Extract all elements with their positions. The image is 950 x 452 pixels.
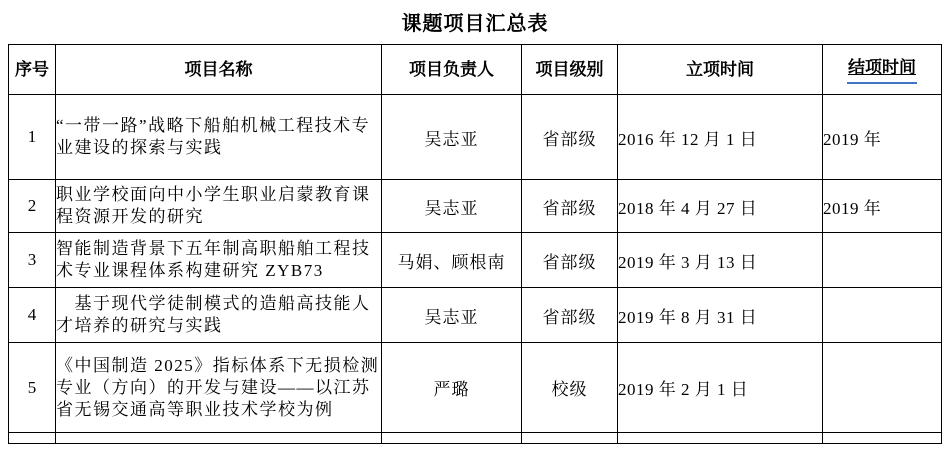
cell-end-date: 2019 年: [823, 95, 942, 180]
page-title: 课题项目汇总表: [401, 13, 549, 35]
header-project-level: 项目级别: [522, 45, 618, 95]
table-row: [9, 233, 942, 288]
cell-start-date: 2018 年 4 月 27 日: [618, 180, 823, 233]
table-row: [9, 95, 942, 180]
cell-empty: [382, 433, 522, 444]
cell-project-leader: 吴志亚: [382, 180, 522, 233]
cell-empty: [56, 433, 382, 444]
cell-project-leader: 马娟、顾根南: [382, 233, 522, 288]
cell-project-leader: 吴志亚: [382, 288, 522, 343]
cell-end-date: [823, 343, 942, 433]
table-row-partial: [9, 433, 942, 444]
cell-project-name: 《中国制造 2025》指标体系下无损检测专业（方向）的开发与建设——以江苏省无锡交通高等职业技术学校为例: [56, 343, 382, 433]
header-end-date: [823, 45, 942, 95]
cell-empty: [9, 433, 56, 444]
cell-project-name: 职业学校面向中小学生职业启蒙教育课程资源开发的研究: [56, 180, 382, 233]
header-project-name: 项目名称: [56, 45, 382, 95]
cell-serial-number: 4: [9, 288, 56, 343]
cell-empty: [618, 433, 823, 444]
table-row: [9, 180, 942, 233]
project-summary-table: [8, 44, 942, 444]
header-serial-number: 序号: [9, 45, 56, 95]
cell-start-date: 2019 年 8 月 31 日: [618, 288, 823, 343]
cell-serial-number: 3: [9, 233, 56, 288]
header-project-leader: 项目负责人: [382, 45, 522, 95]
cell-project-level: 省部级: [522, 288, 618, 343]
cell-end-date: [823, 233, 942, 288]
table-header-row: [9, 45, 942, 95]
cell-serial-number: 1: [9, 95, 56, 180]
cell-empty: [522, 433, 618, 444]
cell-project-level: 省部级: [522, 180, 618, 233]
cell-project-name: “一带一路”战略下船舶机械工程技术专业建设的探索与实践: [56, 95, 382, 180]
cell-project-leader: 严璐: [382, 343, 522, 433]
cell-end-date: 2019 年: [823, 180, 942, 233]
cell-project-name: 基于现代学徒制模式的造船高技能人才培养的研究与实践: [56, 288, 382, 343]
cell-project-name: 智能制造背景下五年制高职船舶工程技术专业课程体系构建研究 ZYB73: [56, 233, 382, 288]
cell-start-date: 2016 年 12 月 1 日: [618, 95, 823, 180]
header-start-date: 立项时间: [618, 45, 823, 95]
cell-start-date: 2019 年 3 月 13 日: [618, 233, 823, 288]
cell-empty: [823, 433, 942, 444]
cell-project-level: 省部级: [522, 95, 618, 180]
table-row: [9, 343, 942, 433]
cell-project-level: 省部级: [522, 233, 618, 288]
end-date-underlined-text: 结项时间: [847, 56, 917, 84]
cell-serial-number: 5: [9, 343, 56, 433]
cell-project-leader: 吴志亚: [382, 95, 522, 180]
cell-start-date: 2019 年 2 月 1 日: [618, 343, 823, 433]
cell-serial-number: 2: [9, 180, 56, 233]
cell-end-date: [823, 288, 942, 343]
table-row: [9, 288, 942, 343]
cell-project-level: 校级: [522, 343, 618, 433]
